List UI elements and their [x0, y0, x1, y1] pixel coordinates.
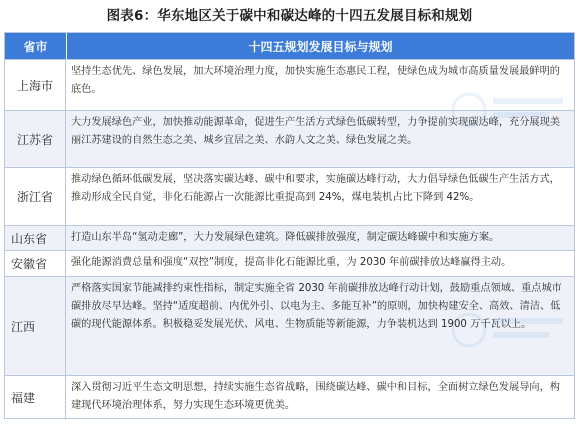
- row-province: 上海市: [5, 60, 66, 110]
- targets-table: [4, 32, 575, 419]
- row-text: 严格落实国家节能减排约束性指标，制定实施全省 2030 年前碳排放达峰行动计划，鼓励重点领域、重点城市碳排放尽早达峰。坚持“适度超前、内优外引、以电为主、多能互补”的原则，加快构建安全、高效、清洁、低碳的现代能源体系。积极稳妥发展光伏、风电、生物质能等新能源，力争装机达到 1900 万千瓦以上。: [71, 283, 562, 331]
- table-row: [5, 110, 574, 167]
- header-province: 省市: [5, 33, 67, 59]
- table-row: [5, 250, 574, 276]
- row-text: 打造山东半岛“氢动走廊”，大力发展绿色建筑。降低碳排放强度，制定碳达峰碳中和实施方案。: [71, 232, 500, 243]
- table-row: [5, 375, 574, 418]
- row-text: 坚持生态优先、绿色发展，加大环境治理力度，加快实施生态惠民工程，使绿色成为城市高质量发展最鲜明的底色。: [71, 66, 560, 96]
- row-province: 江苏省: [5, 111, 66, 167]
- row-province: 安徽省: [5, 251, 66, 276]
- row-province: 浙江省: [5, 168, 66, 225]
- table-row: [5, 167, 574, 225]
- row-province: 山东省: [5, 226, 66, 250]
- row-text: 推动绿色循环低碳发展，坚决落实碳达峰、碳中和要求，实施碳达峰行动，大力倡导绿色低碳生产生活方式，推动形成全民自觉，非化石能源占一次能源比重提高到 24%，煤电装机占比下降到 42%。: [71, 174, 560, 204]
- table-header: [5, 33, 574, 59]
- table-row: [5, 59, 574, 110]
- row-province: 福建: [5, 376, 66, 418]
- table-row: [5, 276, 574, 375]
- row-text: 大力发展绿色产业，加快推动能源革命，促进生产生活方式绿色低碳转型，力争提前实现碳达峰，充分展现美丽江苏建设的自然生态之美、城乡宜居之美、水韵人文之美、绿色发展之美。: [71, 117, 560, 147]
- row-text: 强化能源消费总量和强度“双控”制度，提高非化石能源比重，为 2030 年前碳排放达峰赢得主动。: [71, 257, 512, 268]
- row-province: 江西: [5, 277, 66, 375]
- header-plan: 十四五规划发展目标与规划: [248, 39, 393, 54]
- table-row: [5, 225, 574, 250]
- figure-title: 图表6：华东地区关于碳中和碳达峰的十四五发展目标和规划: [106, 8, 473, 24]
- row-text: 深入贯彻习近平生态文明思想，持续实施生态省战略，围绕碳达峰、碳中和目标，全面树立绿色发展导向，构建现代环境治理体系，努力实现生态环境更优美。: [71, 382, 560, 412]
